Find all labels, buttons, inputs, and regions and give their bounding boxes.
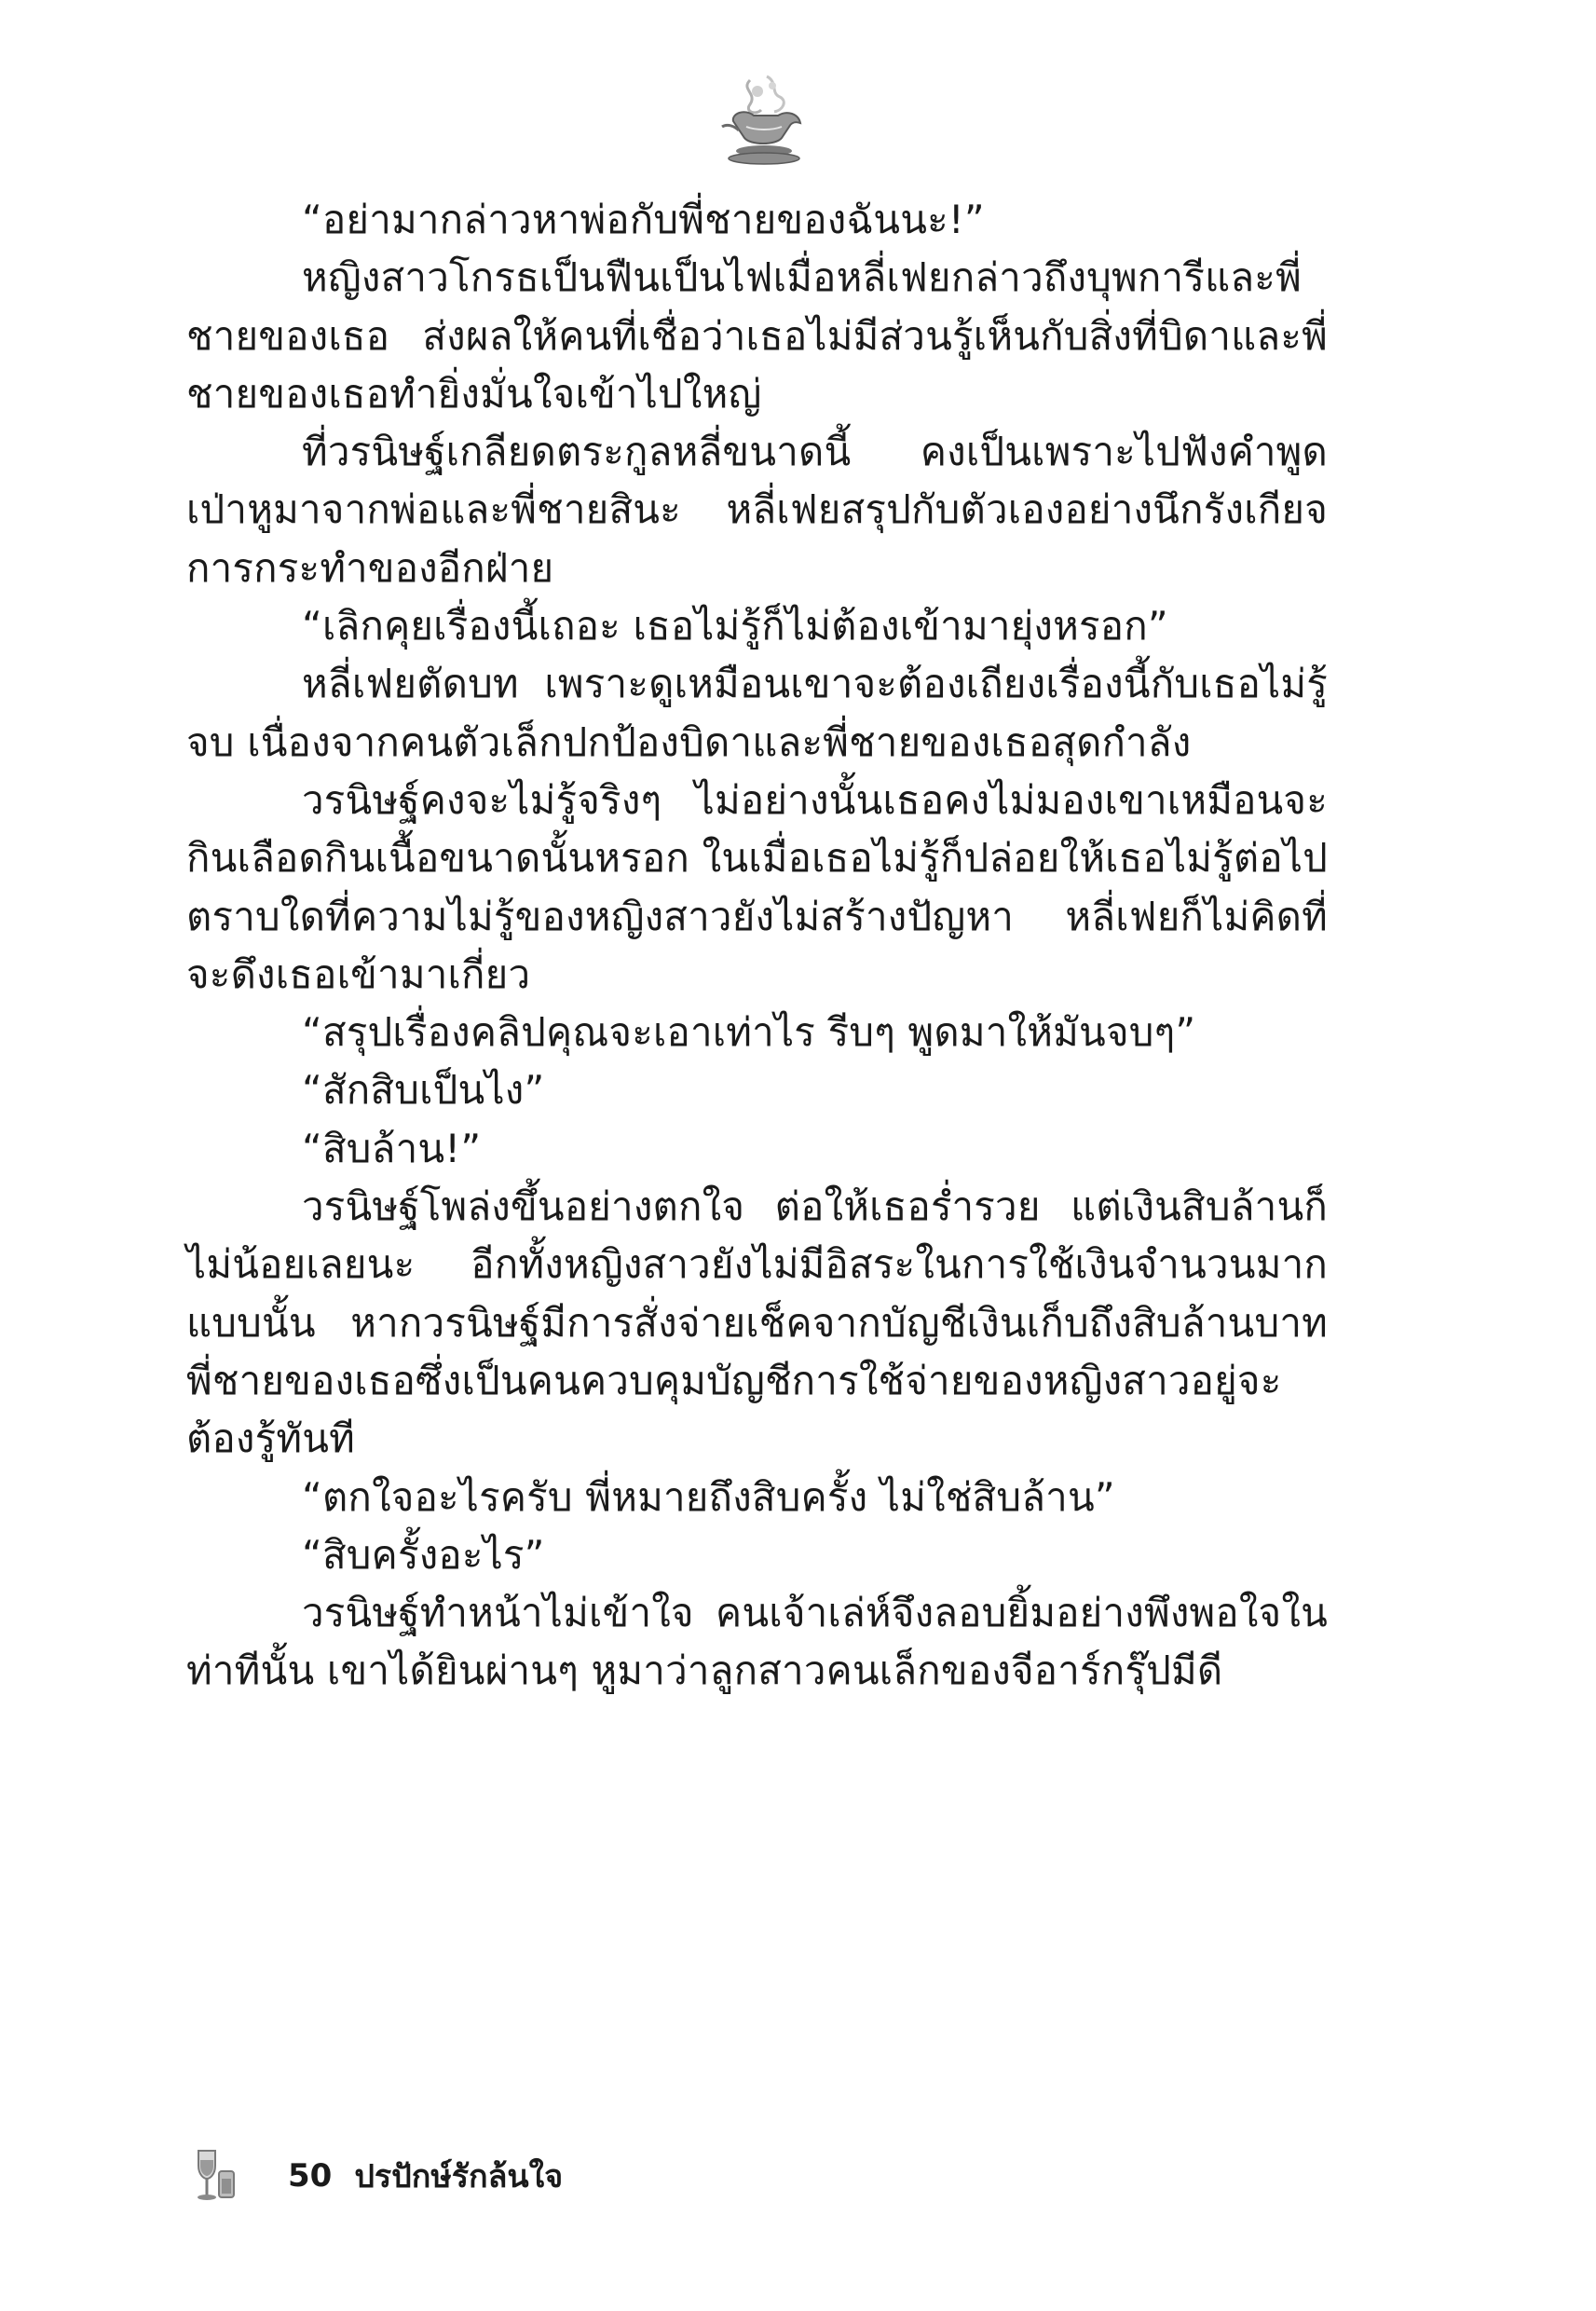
paragraph: “สรุปเรื่องคลิปคุณจะเอาเท่าไร รีบๆ พูดมาให้มันจบๆ” bbox=[302, 1009, 1196, 1056]
paragraph: วรนิษฐ์ทำหน้าไม่เข้าใจ คนเจ้าเล่ห์จึงลอบยิ้มอย่างพึงพอใจในท่าทีนั้น เขาได้ยินผ่านๆ หูมาว่าลูกสาวคนเล็กของจีอาร์กรุ๊ปมีดี bbox=[186, 1590, 1328, 1694]
paragraph: “สิบครั้งอะไร” bbox=[302, 1531, 545, 1578]
paragraph: “สักสิบเป็นไง” bbox=[302, 1067, 545, 1114]
paragraph: “อย่ามากล่าวหาพ่อกับพี่ชายของฉันนะ!” bbox=[302, 197, 985, 242]
book-title: ปรปักษ์รักล้นใจ bbox=[354, 2158, 564, 2195]
page-footer bbox=[191, 2143, 563, 2208]
wine-glass-icon bbox=[191, 2147, 239, 2205]
paragraph: “เลิกคุยเรื่องนี้เถอะ เธอไม่รู้ก็ไม่ต้องเข้ามายุ่งหรอก” bbox=[302, 603, 1168, 650]
page-number: 50 bbox=[288, 2157, 333, 2195]
paragraph: วรนิษฐ์คงจะไม่รู้จริงๆ ไม่อย่างนั้นเธอคงไม่มองเขาเหมือนจะกินเลือดกินเนื้อขนาดนั้นหรอก ในเมื่อเธอไม่รู้ก็ปล่อยให้เธอไม่รู้ต่อไป ตราบใดที่ความไม่รู้ของหญิงสาวยังไม่สร้างปัญหา หลี่เฟยก็ไม่คิดที่จะดึงเธอเข้ามาเกี่ยว bbox=[186, 776, 1328, 997]
paragraph: วรนิษฐ์โพล่งขึ้นอย่างตกใจ ต่อให้เธอร่ำรวย แต่เงินสิบล้านก็ไม่น้อยเลยนะ อีกทั้งหญิงสาวยังไม่มีอิสระในการใช้เงินจำนวนมากแบบนั้น หากวรนิษฐ์มีการสั่งจ่ายเช็คจากบัญชีเงินเก็บถึงสิบล้านบาทพี่ชายของเธอซึ่งเป็นคนควบคุมบัญชีการใช้จ่ายของหญิงสาวอยู่จะต้องรู้ทันที bbox=[186, 1183, 1328, 1462]
genie-lamp-icon bbox=[713, 73, 815, 171]
paragraph: “สิบล้าน!” bbox=[302, 1125, 482, 1171]
paragraph: หลี่เฟยตัดบท เพราะดูเหมือนเขาจะต้องเถียงเรื่องนี้กับเธอไม่รู้จบ เนื่องจากคนตัวเล็กปกป้องบิดาและพี่ชายของเธอสุดกำลัง bbox=[186, 661, 1328, 765]
paragraph: “ตกใจอะไรครับ พี่หมายถึงสิบครั้ง ไม่ใช่สิบล้าน” bbox=[302, 1473, 1115, 1520]
story-text bbox=[186, 191, 1328, 1701]
paragraph: ที่วรนิษฐ์เกลียดตระกูลหลี่ขนาดนี้ คงเป็นเพราะไปฟังคำพูดเป่าหูมาจากพ่อและพี่ชายสินะ หลี่เฟยสรุปกับตัวเองอย่างนึกรังเกียจการกระทำของอีกฝ่าย bbox=[186, 429, 1328, 591]
paragraph: หญิงสาวโกรธเป็นฟืนเป็นไฟเมื่อหลี่เฟยกล่าวถึงบุพการีและพี่ชายของเธอ ส่งผลให้คนที่เชื่อว่าเธอไม่มีส่วนรู้เห็นกับสิ่งที่บิดาและพี่ชายของเธอทำยิ่งมั่นใจเข้าไปใหญ่ bbox=[186, 254, 1328, 417]
